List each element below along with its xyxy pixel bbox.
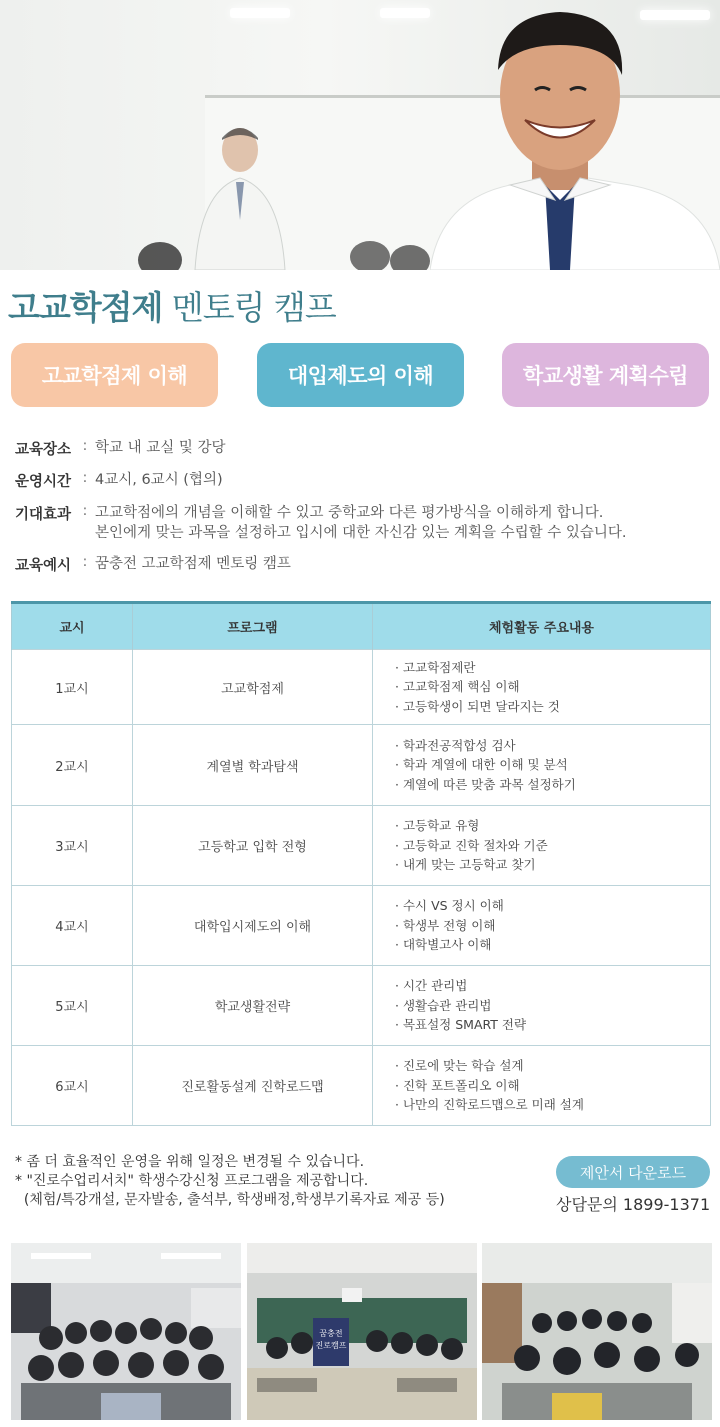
- activity-item: · 고등학생이 되면 달라지는 것: [395, 698, 560, 714]
- activity-item: · 수시 VS 정시 이해: [395, 898, 504, 914]
- cell-program: 고등학교 입학 전형: [133, 806, 373, 886]
- activity-item: · 학과 계열에 대한 이해 및 분석: [395, 757, 568, 773]
- activity-item: · 생활습관 관리법: [395, 997, 492, 1013]
- activity-item: · 내게 맞는 고등학교 찾기: [395, 857, 536, 873]
- cell-period: 2교시: [12, 725, 133, 806]
- proposal-download-button[interactable]: 제안서 다운로드: [556, 1156, 710, 1188]
- camp-photo: [482, 1243, 712, 1420]
- cell-program: 계열별 학과탐색: [133, 725, 373, 806]
- activity-item: · 시간 관리법: [395, 978, 468, 994]
- activity-item: · 진학 포트폴리오 이해: [395, 1077, 520, 1093]
- info-effect-line2: 본인에게 맞는 과목을 설정하고 입시에 대한 자신감 있는 계획을 수립할 수 있습니다.: [95, 525, 627, 541]
- note-line: * "진로수업리서치" 학생수강신청 프로그램을 제공합니다.: [15, 1173, 369, 1189]
- table-row: [12, 966, 711, 1046]
- cell-activities: [373, 650, 711, 725]
- info-place: [15, 438, 226, 459]
- info-colon: :: [82, 554, 88, 570]
- activity-item: · 나만의 진학로드맵으로 미래 설계: [395, 1097, 584, 1113]
- info-colon: :: [82, 438, 88, 454]
- info-value: 4교시, 6교시 (협의): [95, 472, 223, 488]
- activity-item: · 학생부 전형 이해: [395, 917, 496, 933]
- note-line: (체험/특강개설, 문자발송, 출석부, 학생배정,학생부기록자료 제공 등): [15, 1192, 445, 1208]
- info-colon: :: [82, 470, 88, 486]
- cell-activities: [373, 1046, 711, 1126]
- program-table: [11, 601, 711, 1126]
- page-title: [8, 282, 336, 329]
- table-header-row: [12, 603, 711, 650]
- info-value: 꿈충전 고교학점제 멘토링 캠프: [95, 556, 291, 572]
- notes: [15, 1153, 445, 1210]
- info-value: 학교 내 교실 및 강당: [95, 440, 226, 456]
- camp-photo: [247, 1243, 477, 1420]
- table-row: [12, 806, 711, 886]
- table-row: [12, 725, 711, 806]
- header-activities: 체험활동 주요내용: [373, 603, 711, 650]
- photo-sign-line1: 꿈충전: [319, 1329, 343, 1338]
- info-label: 운영시간: [15, 474, 72, 490]
- cell-period: 5교시: [12, 966, 133, 1046]
- info-effect: [15, 503, 627, 543]
- header-period: 교시: [12, 603, 133, 650]
- cell-period: 6교시: [12, 1046, 133, 1126]
- smiling-student: [430, 0, 720, 270]
- cell-activities: [373, 806, 711, 886]
- hero-banner: [0, 0, 720, 270]
- note-line: * 좀 더 효율적인 운영을 위해 일정은 변경될 수 있습니다.: [15, 1154, 365, 1170]
- cell-period: 3교시: [12, 806, 133, 886]
- table-row: [12, 650, 711, 725]
- photo-sign-line2: 진로캠프: [315, 1341, 347, 1350]
- activity-item: · 진로에 맞는 학습 설계: [395, 1058, 524, 1074]
- info-value: [95, 503, 627, 543]
- table-row: [12, 886, 711, 966]
- info-time: [15, 470, 223, 491]
- activity-item: · 고등학교 유형: [395, 818, 480, 834]
- pill-credit-system: 고교학점제 이해: [11, 343, 218, 407]
- ceiling-light: [230, 8, 290, 18]
- cell-activities: [373, 886, 711, 966]
- activity-item: · 고교학점제 핵심 이해: [395, 679, 520, 695]
- header-program: 프로그램: [133, 603, 373, 650]
- students-heads: [130, 235, 430, 270]
- camp-photo: [11, 1243, 241, 1420]
- info-label: 교육장소: [15, 442, 72, 458]
- activity-item: · 대학별고사 이해: [395, 937, 492, 953]
- cell-period: 4교시: [12, 886, 133, 966]
- activity-item: · 고등학교 진학 절차와 기준: [395, 837, 548, 853]
- cell-program: 대학입시제도의 이해: [133, 886, 373, 966]
- title-bold: 고교학점제: [8, 288, 163, 327]
- info-label: 교육예시: [15, 558, 72, 574]
- contact-phone: 상담문의 1899-1371: [556, 1195, 711, 1214]
- activity-item: · 목표설정 SMART 전략: [395, 1017, 527, 1033]
- info-colon: :: [82, 503, 88, 519]
- cell-program: 고교학점제: [133, 650, 373, 725]
- info-example: [15, 554, 291, 575]
- info-label: 기대효과: [15, 507, 72, 523]
- pill-school-life-plan: 학교생활 계획수립: [502, 343, 709, 407]
- cell-activities: [373, 725, 711, 806]
- cell-period: 1교시: [12, 650, 133, 725]
- title-light: 멘토링 캠프: [162, 288, 336, 327]
- activity-item: · 계열에 따른 맞춤 과목 설정하기: [395, 776, 576, 792]
- cell-program: 진로활동설계 진학로드맵: [133, 1046, 373, 1126]
- ceiling-light: [380, 8, 430, 18]
- activity-item: · 고교학점제란: [395, 659, 476, 675]
- table-row: [12, 1046, 711, 1126]
- activity-item: · 학과전공적합성 검사: [395, 737, 516, 753]
- info-effect-line1: 고교학점에의 개념을 이해할 수 있고 중학교와 다른 평가방식을 이해하게 합니다.: [95, 505, 604, 521]
- pill-admission-system: 대입제도의 이해: [257, 343, 464, 407]
- cell-activities: [373, 966, 711, 1046]
- cell-program: 학교생활전략: [133, 966, 373, 1046]
